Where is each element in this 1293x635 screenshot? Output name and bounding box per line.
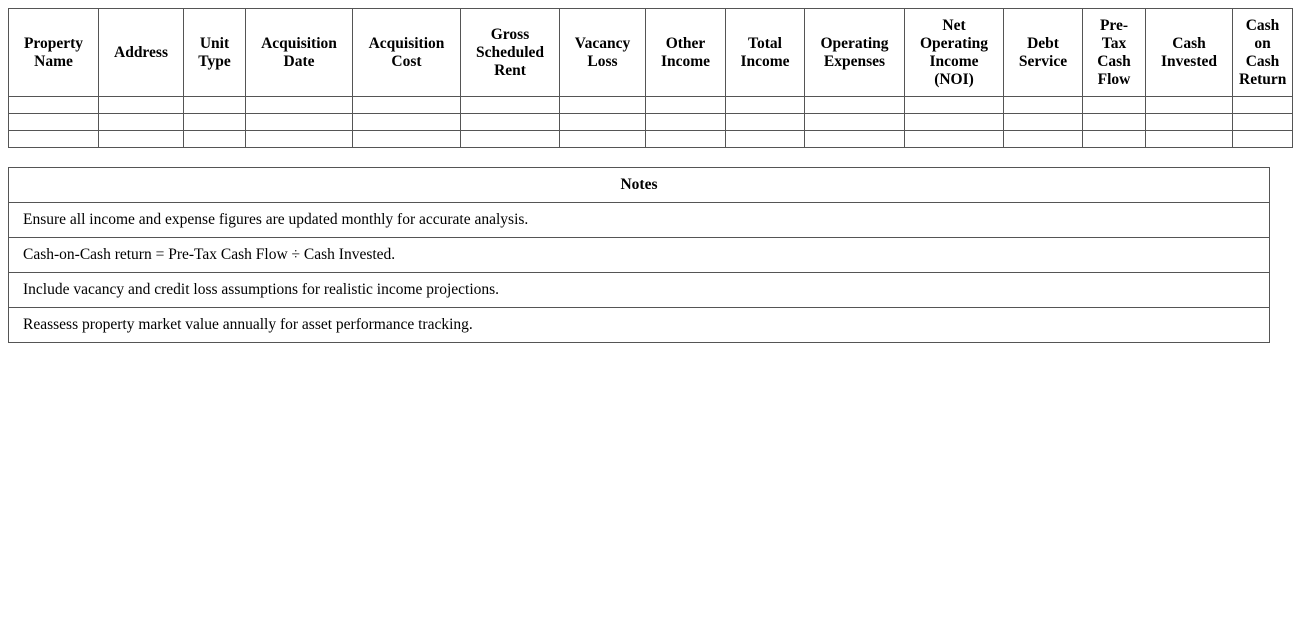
- table-row: [9, 97, 1293, 114]
- note-text: Include vacancy and credit loss assumptions for realistic income projections.: [9, 273, 1270, 308]
- table-cell[interactable]: [1146, 114, 1233, 131]
- notes-title: Notes: [9, 168, 1270, 203]
- table-cell[interactable]: [1146, 131, 1233, 148]
- note-text: Cash-on-Cash return = Pre-Tax Cash Flow ÷ Cash Invested.: [9, 238, 1270, 273]
- table-cell[interactable]: [905, 131, 1004, 148]
- table-cell[interactable]: [99, 131, 184, 148]
- table-cell[interactable]: [726, 114, 805, 131]
- table-cell[interactable]: [1083, 97, 1146, 114]
- column-header-operating-expenses: Operating Expenses: [805, 9, 905, 97]
- column-header-acquisition-cost: Acquisition Cost: [353, 9, 461, 97]
- table-cell[interactable]: [9, 114, 99, 131]
- table-cell[interactable]: [560, 131, 646, 148]
- table-cell[interactable]: [184, 97, 246, 114]
- column-header-vacancy-loss: Vacancy Loss: [560, 9, 646, 97]
- table-cell[interactable]: [1083, 114, 1146, 131]
- notes-container: [8, 167, 1270, 343]
- table-cell[interactable]: [805, 97, 905, 114]
- table-cell[interactable]: [184, 114, 246, 131]
- column-header-other-income: Other Income: [646, 9, 726, 97]
- table-cell[interactable]: [353, 114, 461, 131]
- list-item: [9, 238, 1270, 273]
- ledger-container: [8, 8, 1293, 148]
- list-item: [9, 273, 1270, 308]
- property-ledger-table: [8, 8, 1293, 148]
- table-cell[interactable]: [1233, 131, 1293, 148]
- table-cell[interactable]: [246, 131, 353, 148]
- table-cell[interactable]: [1004, 114, 1083, 131]
- table-cell[interactable]: [646, 114, 726, 131]
- table-cell[interactable]: [905, 97, 1004, 114]
- table-cell[interactable]: [461, 97, 560, 114]
- table-cell[interactable]: [805, 131, 905, 148]
- column-header-total-income: Total Income: [726, 9, 805, 97]
- column-header-acquisition-date: Acquisition Date: [246, 9, 353, 97]
- table-cell[interactable]: [353, 97, 461, 114]
- column-header-debt-service: Debt Service: [1004, 9, 1083, 97]
- note-text: Ensure all income and expense figures are updated monthly for accurate analysis.: [9, 203, 1270, 238]
- table-cell[interactable]: [353, 131, 461, 148]
- table-cell[interactable]: [461, 131, 560, 148]
- table-cell[interactable]: [99, 97, 184, 114]
- table-row: [9, 114, 1293, 131]
- table-cell[interactable]: [1004, 131, 1083, 148]
- table-cell[interactable]: [184, 131, 246, 148]
- table-cell[interactable]: [9, 131, 99, 148]
- notes-header-row: [9, 168, 1270, 203]
- table-cell[interactable]: [726, 97, 805, 114]
- column-header-cash-invested: Cash Invested: [1146, 9, 1233, 97]
- table-cell[interactable]: [1083, 131, 1146, 148]
- table-cell[interactable]: [1146, 97, 1233, 114]
- notes-table: [8, 167, 1270, 343]
- table-cell[interactable]: [461, 114, 560, 131]
- table-cell[interactable]: [905, 114, 1004, 131]
- table-cell[interactable]: [646, 97, 726, 114]
- note-text: Reassess property market value annually for asset performance tracking.: [9, 308, 1270, 343]
- column-header-pre-tax-cash-flow: Pre-Tax Cash Flow: [1083, 9, 1146, 97]
- column-header-gross-scheduled-rent: Gross Scheduled Rent: [461, 9, 560, 97]
- table-cell[interactable]: [9, 97, 99, 114]
- table-row: [9, 131, 1293, 148]
- table-cell[interactable]: [1233, 114, 1293, 131]
- table-cell[interactable]: [246, 97, 353, 114]
- table-cell[interactable]: [560, 114, 646, 131]
- column-header-address: Address: [99, 9, 184, 97]
- table-cell[interactable]: [805, 114, 905, 131]
- column-header-property-name: Property Name: [9, 9, 99, 97]
- table-cell[interactable]: [246, 114, 353, 131]
- column-header-noi: Net Operating Income (NOI): [905, 9, 1004, 97]
- table-cell[interactable]: [726, 131, 805, 148]
- list-item: [9, 203, 1270, 238]
- column-header-cash-on-cash-return: Cash on Cash Return: [1233, 9, 1293, 97]
- table-cell[interactable]: [99, 114, 184, 131]
- table-cell[interactable]: [1233, 97, 1293, 114]
- table-cell[interactable]: [646, 131, 726, 148]
- table-cell[interactable]: [560, 97, 646, 114]
- ledger-header-row: [9, 9, 1293, 97]
- list-item: [9, 308, 1270, 343]
- table-cell[interactable]: [1004, 97, 1083, 114]
- column-header-unit-type: Unit Type: [184, 9, 246, 97]
